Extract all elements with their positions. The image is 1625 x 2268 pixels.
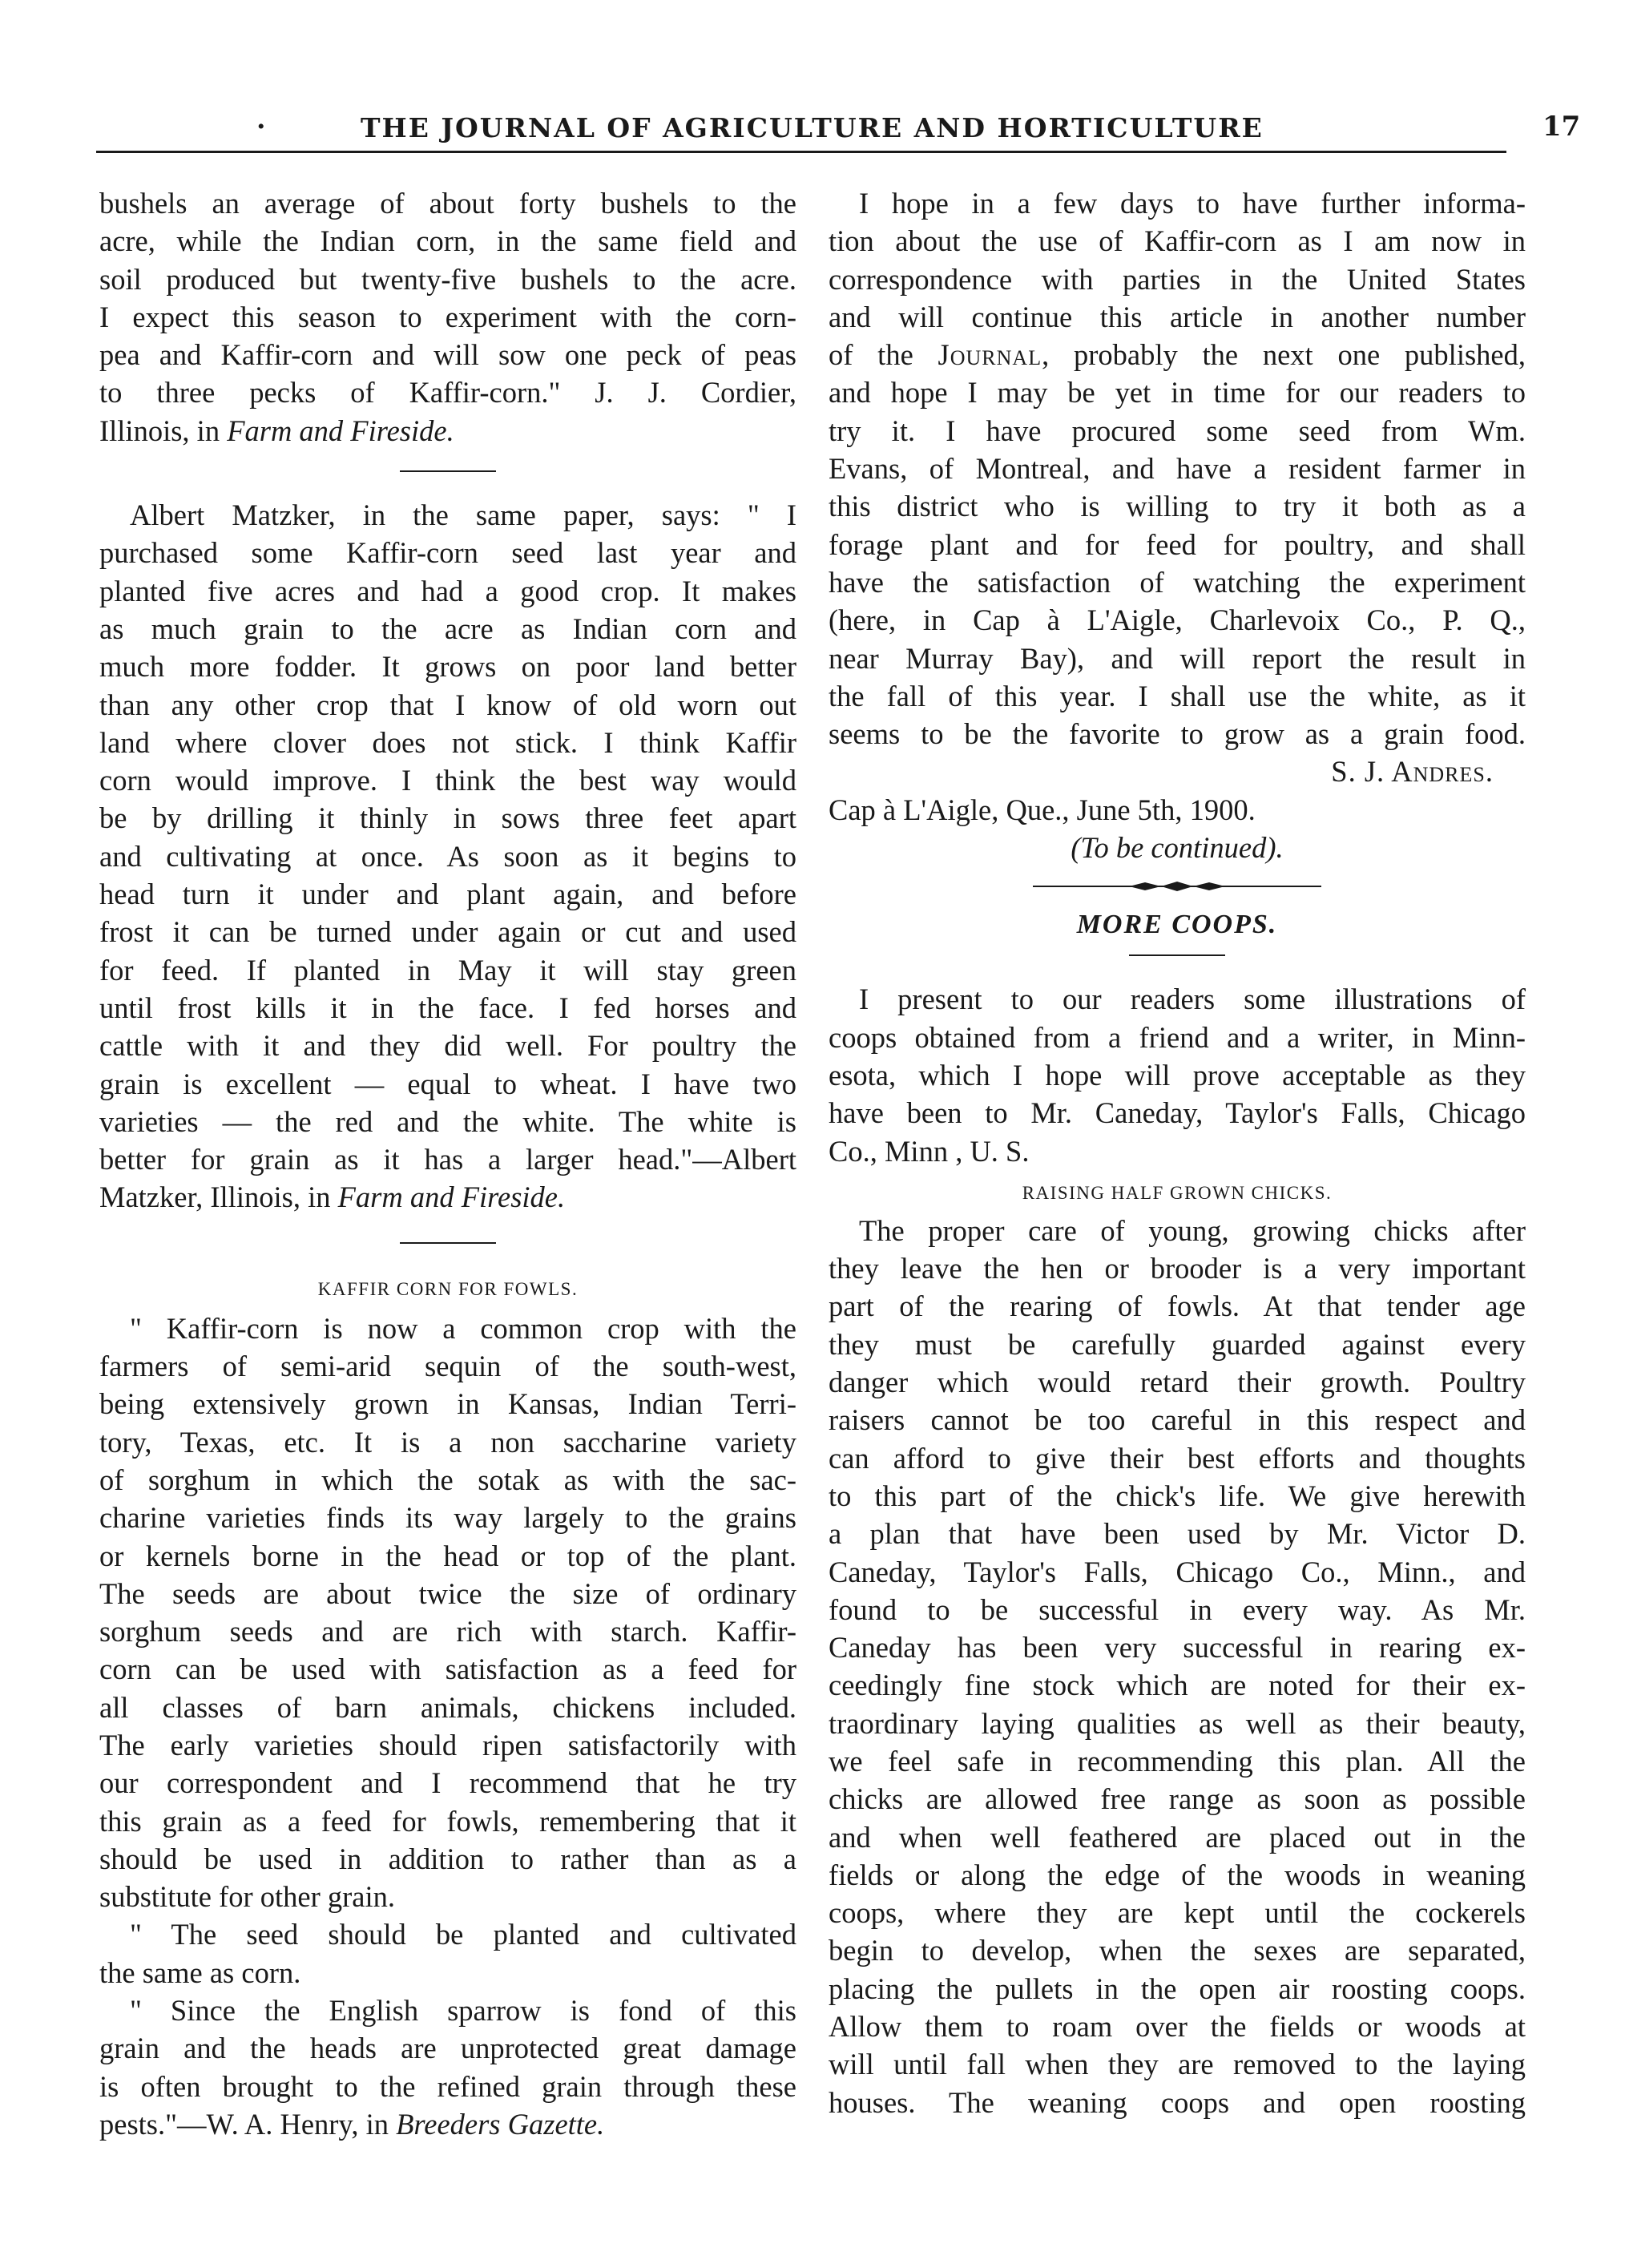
text-line: grain is excellent — equal to wheat. I have two [99, 1067, 796, 1100]
text-line: correspondence with parties in the United States [829, 262, 1526, 296]
text-line: our correspondent and I recommend that he try [99, 1766, 796, 1800]
text-line: The proper care of young, growing chicks after [859, 1213, 1526, 1247]
dateline: Cap à L'Aigle, Que., June 5th, 1900. [829, 793, 1256, 826]
text-line: and hope I may be yet in time for our readers to [829, 376, 1526, 410]
text-line: land where clover does not stick. I think Kaffir [99, 725, 796, 759]
right-paragraph-1-continued [829, 373, 1526, 753]
left-p1-end-text: Illinois, in [99, 414, 228, 447]
left-p2-source: Farm and Fireside. [337, 1180, 566, 1214]
text-line: we feel safe in recommending this plan. All the [829, 1744, 1526, 1778]
text-line: can afford to give their best efforts and thoughts [829, 1441, 1526, 1475]
text-line: and cultivating at once. As soon as it begins to [99, 839, 796, 873]
left-column [99, 184, 796, 2143]
left-p2-end-text: Matzker, Illinois, in [99, 1180, 338, 1214]
text-line: better for grain as it has a larger head."—Albert [99, 1143, 796, 1176]
text-line: or kernels borne in the head or top of the plant. [99, 1539, 796, 1572]
left-subheading: KAFFIR CORN FOR FOWLS. [317, 1278, 579, 1299]
text-line: grain and the heads are unprotected great damage [99, 2032, 796, 2065]
text-line: cattle with it and they did well. For poultry the [99, 1029, 796, 1063]
text-line: have the satisfaction of watching the experiment [829, 565, 1526, 599]
left-p5-source: Breeders Gazette. [396, 2107, 605, 2141]
left-p5-end-text: pests."—W. A. Henry, in [99, 2107, 397, 2141]
text-line: they must be carefully guarded against every [829, 1327, 1526, 1361]
text-line: danger which would retard their growth. Poultry [829, 1366, 1526, 1399]
text-line: raisers cannot be too careful in this respect and [829, 1403, 1526, 1437]
text-line: is often brought to the refined grain through these [99, 2069, 796, 2103]
right-subheading: RAISING HALF GROWN CHICKS. [1022, 1182, 1333, 1203]
text-line: be by drilling it thinly in sows three feet apart [99, 801, 796, 835]
text-line: head turn it under and plant again, and before [99, 878, 796, 911]
journal-title: THE JOURNAL OF AGRICULTURE AND HORTICULTURE [361, 112, 1264, 143]
text-line: this grain as a feed for fowls, remembering that it [99, 1804, 796, 1838]
text-line: bushels an average of about forty bushels to the [99, 187, 796, 220]
text-line: acre, while the Indian corn, in the same field and [99, 224, 796, 258]
text-line: the fall of this year. I shall use the white, as it [829, 679, 1526, 712]
text-line: I present to our readers some illustrations of [859, 983, 1526, 1016]
text-line: to three pecks of Kaffir-corn." J. J. Cordier, [99, 376, 796, 410]
text-line: to this part of the chick's life. We give herewith [829, 1479, 1526, 1512]
right-paragraph-3 [829, 1212, 1526, 2121]
text-line: ceedingly fine stock which are noted for their ex- [829, 1669, 1526, 1702]
text-line: of sorghum in which the sotak as with the sac- [99, 1463, 796, 1496]
text-line: houses. The weaning coops and open roosting [829, 2085, 1526, 2119]
text-line: tion about the use of Kaffir-corn as I am now in [829, 224, 1526, 258]
left-paragraph-1 [99, 184, 796, 412]
continued-note: (To be continued). [1071, 831, 1284, 865]
text-line: have been to Mr. Caneday, Taylor's Falls, Chicago [829, 1096, 1526, 1130]
text-line: a plan that have been used by Mr. Victor D. [829, 1517, 1526, 1551]
signature: S. J. Andres. [1331, 755, 1494, 789]
text-line: coops, where they are kept until the cockerels [829, 1896, 1526, 1930]
text-line: corn can be used with satisfaction as a feed for [99, 1653, 796, 1686]
text-line: " Since the English sparrow is fond of this [130, 1994, 796, 2028]
text-line: begin to develop, when the sexes are separated, [829, 1934, 1526, 1967]
text-line: traordinary laying qualities as well as their beauty, [829, 1706, 1526, 1740]
left-paragraph-5 [99, 1992, 796, 2105]
journal-name: Journal [938, 338, 1042, 372]
text-line: part of the rearing of fowls. At that tender age [829, 1289, 1526, 1323]
text-line: until frost kills it in the face. I fed horses and [99, 991, 796, 1024]
text-line: they leave the hen or brooder is a very important [829, 1252, 1526, 1285]
text-line: placing the pullets in the open air roosting coops. [829, 1971, 1526, 2005]
right-paragraph-2 [829, 980, 1526, 1169]
article-title: MORE COOPS. [1076, 910, 1278, 940]
page-number: 17 [1542, 111, 1581, 143]
journal-line-suffix: , probably the next one published, [1042, 338, 1526, 372]
text-line: Albert Matzker, in the same paper, says: " I [130, 498, 796, 532]
text-line: Caneday, Taylor's Falls, Chicago Co., Minn., and [829, 1555, 1526, 1588]
text-line: purchased some Kaffir-corn seed last year and [99, 536, 796, 570]
header-rule [96, 151, 1506, 153]
text-line: varieties — the red and the white. The white is [99, 1104, 796, 1138]
right-column [829, 184, 1526, 2121]
text-line: fields or along the edge of the woods in weaning [829, 1858, 1526, 1891]
text-line: being extensively grown in Kansas, Indian Terri- [99, 1387, 796, 1421]
header-dot: · [256, 111, 266, 142]
text-line: soil produced but twenty-five bushels to the acre. [99, 262, 796, 296]
text-line: (here, in Cap à L'Aigle, Charlevoix Co., P. Q., [829, 603, 1526, 637]
text-line: tory, Texas, etc. It is a non saccharine variety [99, 1425, 796, 1459]
text-line: sorghum seeds and are rich with starch. Kaffir- [99, 1615, 796, 1649]
text-line: chicks are allowed free range as soon as possible [829, 1782, 1526, 1816]
text-line: and will continue this article in another number [829, 300, 1526, 333]
right-paragraph-1 [829, 184, 1526, 336]
text-line: and when well feathered are placed out in the [829, 1820, 1526, 1854]
right-paragraph-1-journal-line [829, 336, 1526, 373]
text-line: should be used in addition to rather than as a [99, 1842, 796, 1875]
text-line: charine varieties finds its way largely to the grains [99, 1501, 796, 1535]
text-line: substitute for other grain. [99, 1880, 395, 1914]
text-line: I expect this season to experiment with the corn- [99, 300, 796, 333]
text-line: The early varieties should ripen satisfactorily with [99, 1728, 796, 1762]
text-line: try it. I have procured some seed from Wm. [829, 414, 1526, 447]
text-line: pea and Kaffir-corn and will sow one peck of peas [99, 338, 796, 372]
journal-line-prefix: of the [829, 338, 938, 372]
left-paragraph-3 [99, 1310, 796, 1916]
text-line: corn would improve. I think the best way would [99, 764, 796, 797]
text-line: seems to be the favorite to grow as a grain food. [829, 717, 1526, 751]
text-line: I hope in a few days to have further informa- [859, 187, 1526, 220]
text-line: the same as corn. [99, 1955, 301, 1989]
text-line: forage plant and for feed for poultry, and shall [829, 527, 1526, 561]
text-line: will until fall when they are removed to the laying [829, 2048, 1526, 2081]
ornament-divider [1033, 881, 1321, 892]
text-line: " The seed should be planted and cultivated [130, 1918, 796, 1951]
text-line: frost it can be turned under again or cut and used [99, 915, 796, 949]
text-line: than any other crop that I know of old worn out [99, 688, 796, 721]
text-line: Evans, of Montreal, and have a resident farmer in [829, 452, 1526, 486]
left-p1-source: Farm and Fireside. [227, 414, 454, 447]
text-line: as much grain to the acre as Indian corn and [99, 611, 796, 645]
text-line: planted five acres and had a good crop. It makes [99, 574, 796, 607]
running-header [96, 104, 1603, 152]
left-paragraph-5-end [99, 2105, 796, 2143]
left-paragraph-2-end [99, 1178, 796, 1216]
text-line: much more fodder. It grows on poor land better [99, 650, 796, 684]
text-line: near Murray Bay), and will report the result in [829, 641, 1526, 675]
left-paragraph-4 [99, 1915, 796, 1992]
left-paragraph-1-end [99, 412, 796, 450]
text-line: " Kaffir-corn is now a common crop with the [130, 1311, 796, 1345]
text-line: all classes of barn animals, chickens included. [99, 1690, 796, 1724]
text-line: Caneday has been very successful in rearing ex- [829, 1631, 1526, 1665]
text-line: coops obtained from a friend and a writer, in Minn- [829, 1020, 1526, 1054]
text-line: Allow them to roam over the fields or woods at [829, 2010, 1526, 2044]
text-line: this district who is willing to try it both as a [829, 490, 1526, 523]
text-line: The seeds are about twice the size of ordinary [99, 1576, 796, 1610]
text-line: esota, which I hope will prove acceptable as they [829, 1058, 1526, 1092]
text-line: for feed. If planted in May it will stay green [99, 953, 796, 987]
text-line: Co., Minn , U. S. [829, 1134, 1030, 1168]
left-paragraph-2 [99, 496, 796, 1178]
text-line: found to be successful in every way. As Mr. [829, 1592, 1526, 1626]
text-line: farmers of semi-arid sequin of the south-west, [99, 1350, 796, 1383]
